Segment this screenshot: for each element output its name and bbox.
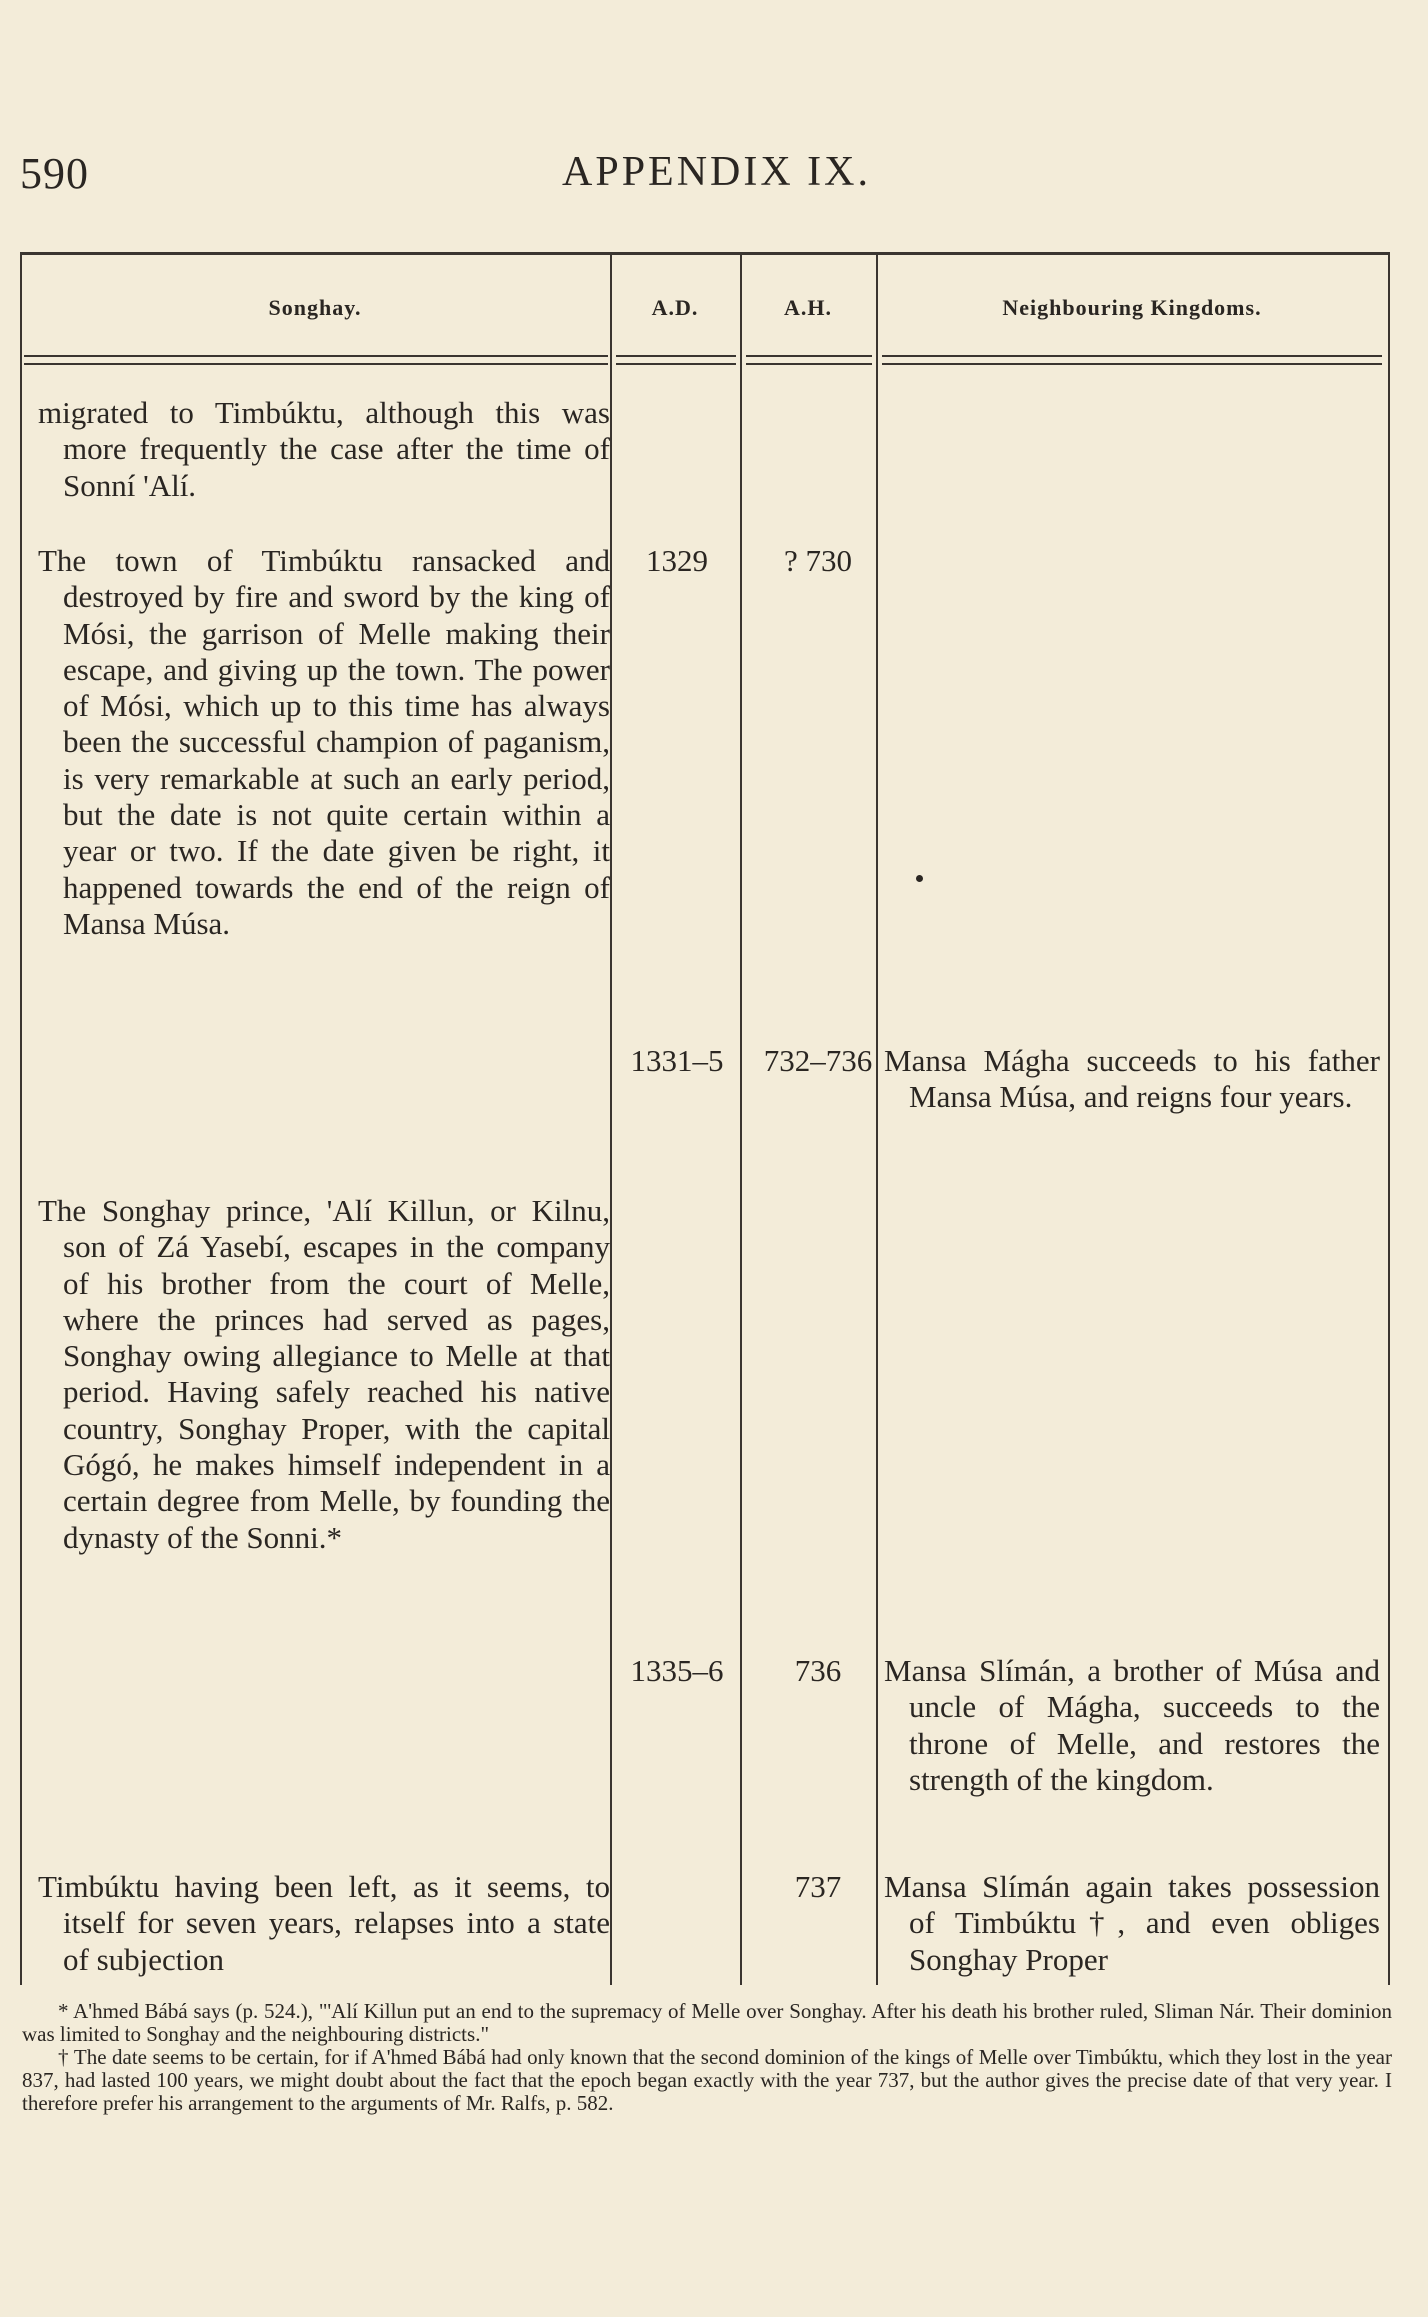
stray-mark — [916, 875, 923, 882]
column-header-ah: A.H. — [784, 295, 832, 320]
ad-date: 1331–5 — [630, 1043, 724, 1078]
songhay-entry: Timbúktu having been left, as it seems, to itself for seven years, relapses into a state of subjection — [38, 1869, 610, 1977]
ah-date: 737 — [794, 1869, 842, 1904]
neighbouring-entry: Mansa Mágha succeeds to his father Mansa Músa, and reigns four years. — [884, 1043, 1380, 1115]
neighbouring-entry: Mansa Slímán, a brother of Músa and uncle of Mágha, succeeds to the throne of Melle, and restores the strength of the kingdom. — [884, 1653, 1380, 1797]
page-number: 590 — [20, 149, 89, 198]
column-header-ad: A.D. — [651, 295, 699, 320]
ah-date: 732–736 — [763, 1043, 873, 1078]
column-header-songhay: Songhay. — [268, 295, 362, 320]
column-header-neighbouring: Neighbouring Kingdoms. — [1002, 295, 1262, 320]
footnotes — [22, 2000, 1392, 2115]
chronology-table — [20, 252, 1390, 1985]
page-header — [20, 148, 1400, 208]
footnote: * A'hmed Bábá says (p. 524.), "'Alí Killun put an end to the supremacy of Melle over Songhay. After his death his brother ruled, Sliman Nár. Their dominion was limited to Songhay and the neighbouring districts." — [22, 1999, 1392, 2046]
songhay-entry: The town of Timbúktu ransacked and destroyed by fire and sword by the king of Mósi, the garrison of Melle making their escape, and giving up the town. The power of Mósi, which up to this time has always been the successful champion of paganism, is very remarkable at such an early period, but the date is not quite certain within a year or two. If the date given be right, it happened towards the end of the reign of Mansa Músa. — [38, 543, 610, 941]
ad-date: 1335–6 — [630, 1653, 724, 1688]
ah-date: ? 730 — [783, 543, 852, 578]
neighbouring-entry: Mansa Slímán again takes possession of Timbúktu†, and even obliges Songhay Proper — [884, 1869, 1380, 1977]
ad-date: 1329 — [646, 543, 708, 578]
footnote: † The date seems to be certain, for if A'hmed Bábá had only known that the second dominion of the kings of Melle over Timbúktu, which they lost in the year 837, had lasted 100 years, we might doubt about the fact that the epoch began exactly with the year 737, but the author gives the precise date of that very year. I therefore prefer his arrangement to the arguments of Mr. Ralfs, p. 582. — [22, 2045, 1392, 2115]
running-head: APPENDIX IX. — [562, 149, 871, 195]
ah-date: 736 — [794, 1653, 842, 1688]
songhay-entry: migrated to Timbúktu, although this was more frequently the case after the time of Sonní 'Alí. — [38, 395, 610, 503]
songhay-entry: The Songhay prince, 'Alí Killun, or Kilnu, son of Zá Yasebí, escapes in the company of his brother from the court of Melle, where the princes had served as pages, Songhay owing allegiance to Melle at that period. Having safely reached his native country, Songhay Proper, with the capital Gógó, he makes himself independent in a certain degree from Melle, by founding the dynasty of the Sonni.* — [38, 1193, 610, 1555]
